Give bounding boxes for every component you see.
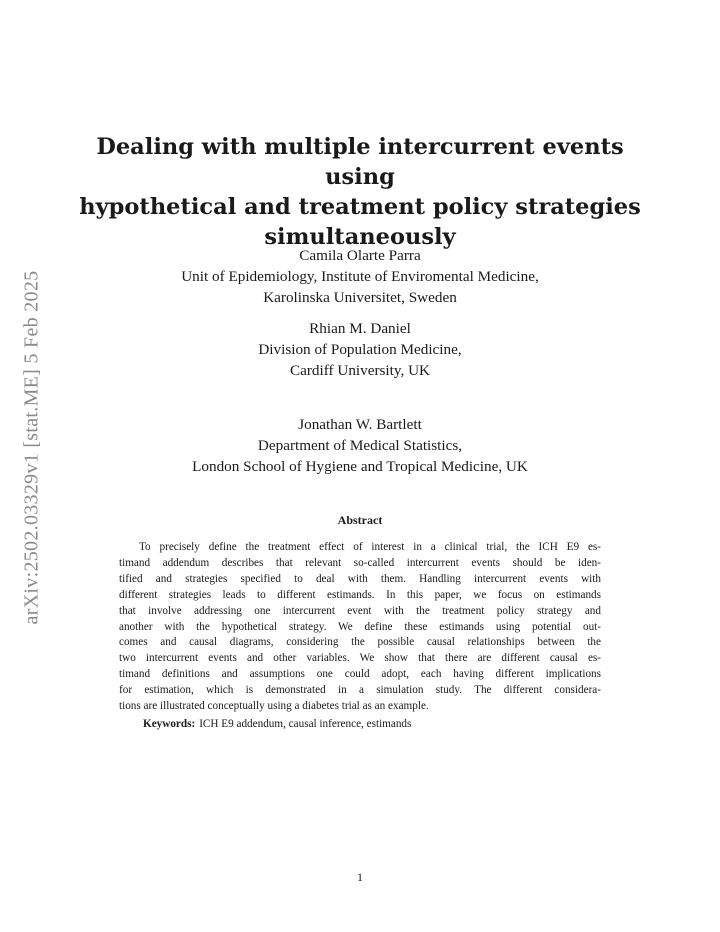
abstract-line: two intercurrent events and other variables. We show that there are different causal es- [119, 652, 601, 665]
author-block-1 [100, 245, 620, 308]
author-affiliation-line: Division of Population Medicine, [258, 341, 462, 358]
abstract-line: tions are illustrated conceptually using a diabetes trial as an example. [119, 700, 429, 713]
author-name: Rhian M. Daniel [309, 320, 411, 337]
abstract-line: timand addendum describes that relevant so-called intercurrent events should be iden- [119, 556, 601, 569]
arxiv-identifier-text: arXiv:2502.03329v1 [stat.ME] 5 Feb 2025 [20, 270, 43, 624]
abstract-line: comes and causal diagrams, considering the possible causal relationships between the [119, 636, 601, 649]
abstract-line: another with the hypothetical strategy. We define these estimands using potential out- [119, 620, 601, 633]
author-affiliation-line: Department of Medical Statistics, [257, 437, 463, 454]
abstract-line: timand definitions and assumptions one could adopt, each having different implications [119, 668, 601, 681]
abstract-body [119, 540, 601, 715]
title-line-2: hypothetical and treatment policy strategies [79, 194, 641, 220]
author-name: Jonathan W. Bartlett [298, 416, 422, 433]
author-block-3 [100, 414, 620, 477]
author-affiliation-line: Unit of Epidemiology, Institute of Enviromental Medicine, [181, 268, 539, 285]
abstract-heading: Abstract [337, 513, 383, 527]
page-number: 1 [357, 870, 363, 884]
abstract-line: To precisely define the treatment effect of interest in a clinical trial, the ICH E9 es- [139, 541, 601, 553]
paper-title [70, 132, 650, 252]
author-affiliation-line: Cardiff University, UK [289, 362, 431, 379]
author-affiliation-line: Karolinska Universitet, Sweden [263, 289, 457, 306]
title-line-1: Dealing with multiple intercurrent events using [96, 134, 624, 190]
title-line-3: simultaneously [264, 224, 456, 250]
arxiv-identifier-stamp [12, 252, 52, 642]
abstract-line: different strategies leads to different estimands. In this paper, we focus on estimands [119, 588, 601, 601]
author-block-2 [100, 318, 620, 381]
author-name: Camila Olarte Parra [299, 247, 421, 264]
abstract-line: for estimation, which is demonstrated in a simulation study. The different considera- [119, 684, 601, 697]
abstract-line: that involve addressing one intercurrent event with the treatment policy strategy and [119, 604, 601, 617]
keywords-value: ICH E9 addendum, causal inference, estimands [199, 718, 412, 730]
abstract-line: tified and strategies specified to deal with them. Handling intercurrent events with [119, 572, 601, 585]
author-affiliation-line: London School of Hygiene and Tropical Medicine, UK [192, 458, 528, 475]
keywords-label: Keywords: [143, 718, 196, 730]
keywords [143, 716, 603, 732]
